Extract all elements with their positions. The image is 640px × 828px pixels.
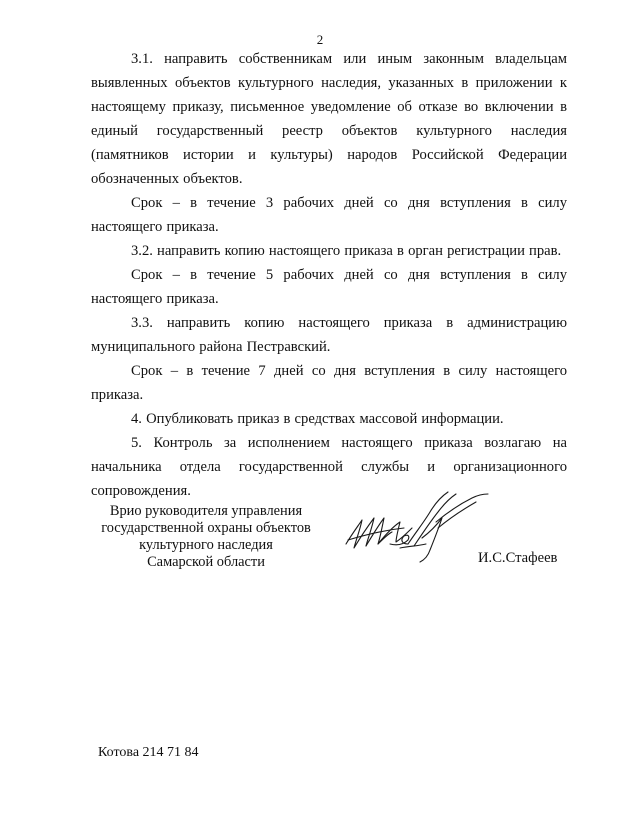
signatory-title-line: Самарской области: [147, 554, 265, 570]
order-body: [91, 47, 567, 503]
paragraph-5: 5. Контроль за исполнением настоящего приказа возлагаю на начальника отдела государственной службы и организационного сопровождения.: [91, 435, 567, 499]
deadline-3-2: Срок – в течение 5 рабочих дней со дня вступления в силу настоящего приказа.: [91, 267, 567, 307]
paragraph-3-1: 3.1. направить собственникам или иным законным владельцам выявленных объектов культурного наследия, указанных в приложении к настоящему приказу, письменное уведомление об отказе во включении в единый государственный реестр объектов культурного наследия (памятников истории и культуры) народов Российской Федерации обозначенных объектов.: [91, 51, 567, 187]
paragraph-3-2: 3.2. направить копию настоящего приказа в орган регистрации прав.: [131, 243, 562, 259]
signatory-title: [99, 503, 313, 571]
signatory-title-line: государственной охраны объектов: [101, 520, 311, 536]
handwritten-signature: [338, 482, 498, 582]
deadline-3-1: Срок – в течение 3 рабочих дней со дня вступления в силу настоящего приказа.: [91, 195, 567, 235]
signatory-title-line: культурного наследия: [139, 537, 273, 553]
page-number: 2: [316, 32, 324, 47]
deadline-3-3: Срок – в течение 7 дней со дня вступления в силу настоящего приказа.: [91, 363, 567, 403]
signatory-title-line: Врио руководителя управления: [109, 503, 303, 519]
signer-name: И.С.Стафеев: [478, 550, 558, 566]
executor-contact: Котова 214 71 84: [98, 745, 199, 760]
paragraph-4: 4. Опубликовать приказ в средствах массовой информации.: [131, 411, 504, 427]
paragraph-3-3: 3.3. направить копию настоящего приказа в администрацию муниципального района Пестравский.: [91, 315, 567, 355]
